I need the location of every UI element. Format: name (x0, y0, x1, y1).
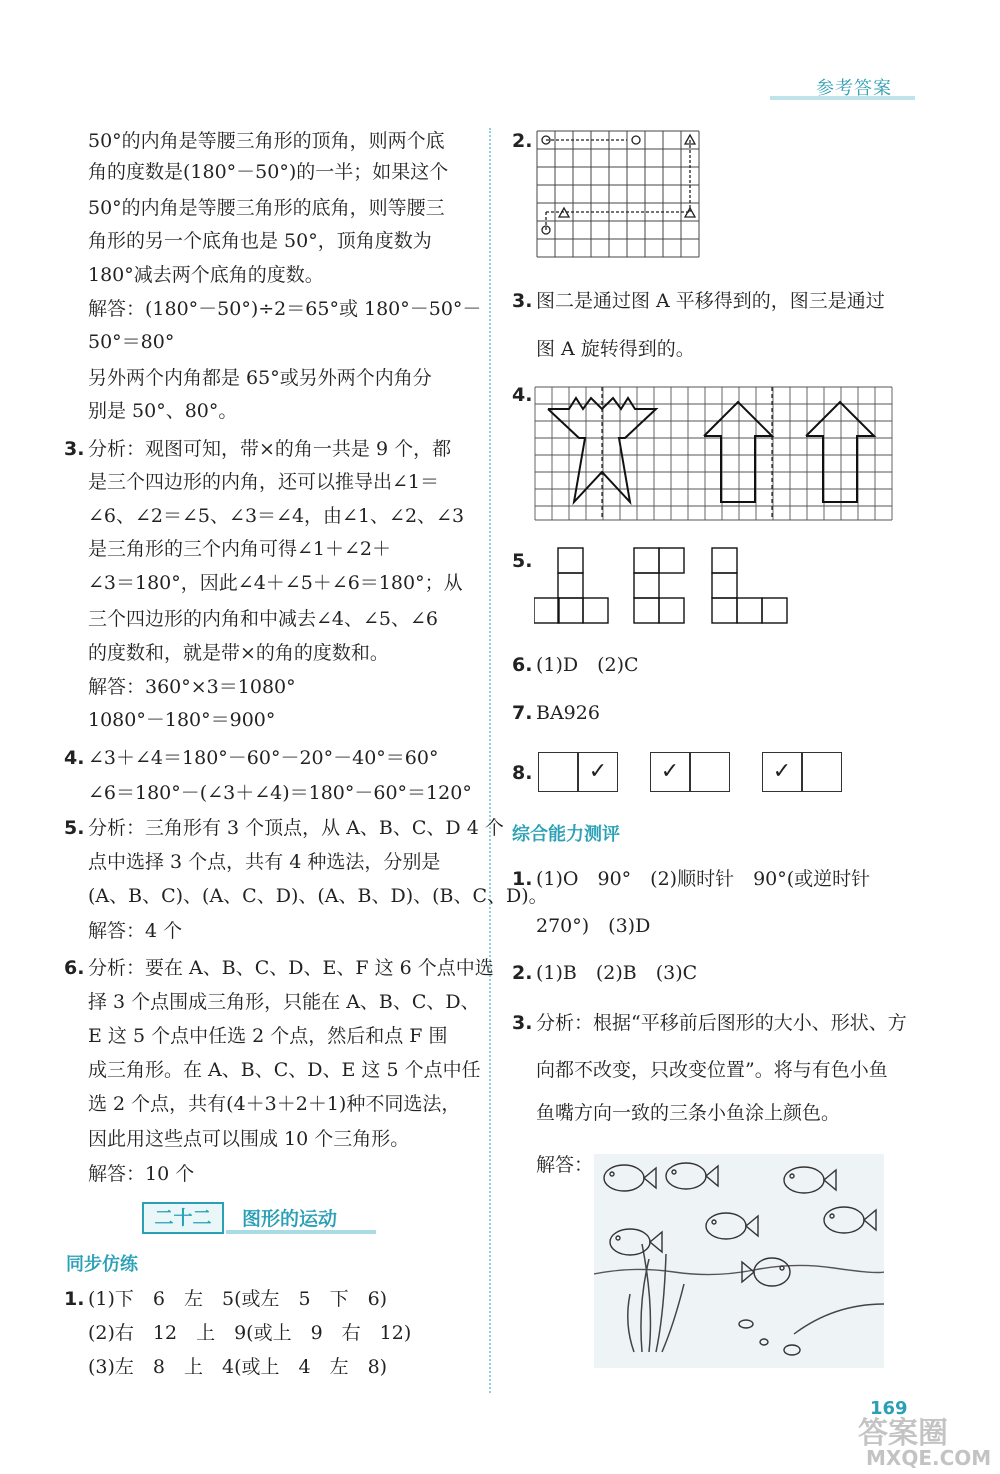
question-number: 7. (512, 702, 533, 724)
question-number: 6. (64, 957, 85, 979)
text-line: (1)O 90° (2)顺时针 90°(或逆时针 (536, 868, 871, 890)
text-line: 解答：10 个 (88, 1163, 195, 1185)
text-line: 是三角形的三个内角可得∠1＋∠2＋ (88, 538, 392, 560)
text-line: 三个四边形的内角和中减去∠4、∠5、∠6 (88, 608, 439, 630)
text-line: 成三角形。在 A、B、C、D、E 这 5 个点中任 (88, 1059, 481, 1081)
fish-illustration (594, 1154, 884, 1368)
section-heading: 综合能力测评 (512, 824, 620, 845)
question-number: 2. (512, 130, 533, 152)
text-line: 分析：根据“平移前后图形的大小、形状、方 (536, 1012, 907, 1034)
text-line: 分析：要在 A、B、C、D、E、F 这 6 个点中选 (88, 957, 494, 979)
chapter-underline (226, 1230, 376, 1234)
question-number: 5. (64, 817, 85, 839)
text-line: (1)B (2)B (3)C (536, 962, 698, 984)
answer-box-checked: ✓ (578, 752, 618, 792)
text-line: E 这 5 个点中任选 2 个点，然后和点 F 围 (88, 1025, 448, 1047)
text-line: 鱼嘴方向一致的三条小鱼涂上颜色。 (536, 1102, 841, 1124)
text-line: 是三个四边形的内角，还可以推导出∠1＝ (88, 471, 440, 493)
text-line: 因此用这些点可以围成 10 个三角形。 (88, 1128, 410, 1150)
text-line: 点中选择 3 个点，共有 4 种选法，分别是 (88, 851, 441, 873)
question-number: 5. (512, 550, 533, 572)
text-line: BA926 (536, 702, 600, 724)
text-line: 另外两个内角都是 65°或另外两个内角分 (88, 367, 432, 389)
answer-box (538, 752, 578, 792)
answer-box-checked: ✓ (762, 752, 802, 792)
chapter-title: 图形的运动 (242, 1208, 338, 1230)
text-line: (3)左 8 上 4(或上 4 左 8) (88, 1356, 388, 1378)
text-line: ∠6、∠2＝∠5、∠3＝∠4，由∠1、∠2、∠3 (88, 505, 465, 527)
text-line: (1)下 6 左 5(或左 5 下 6) (88, 1288, 388, 1310)
answer-label: 解答： (536, 1154, 594, 1176)
text-line: 的度数和，就是带×的角的度数和。 (88, 642, 389, 664)
text-line: 解答：4 个 (88, 920, 183, 942)
text-line: ∠6＝180°－(∠3＋∠4)＝180°－60°＝120° (88, 782, 472, 804)
watermark-url: MXQE.COM (866, 1446, 992, 1470)
answer-box (802, 752, 842, 792)
text-line: ∠3＋∠4＝180°－60°－20°－40°＝60° (88, 747, 439, 769)
page-header (770, 74, 920, 104)
text-line: (2)右 12 上 9(或上 9 右 12) (88, 1322, 412, 1344)
chapter-number: 二十二 (142, 1202, 224, 1234)
text-line: ∠3＝180°，因此∠4＋∠5＋∠6＝180°；从 (88, 572, 463, 594)
text-line: 分析：观图可知，带×的角一共是 9 个，都 (88, 438, 452, 460)
cube-nets-figure (534, 546, 790, 628)
question-number: 3. (512, 290, 533, 312)
question-number: 4. (512, 384, 533, 406)
text-line: 1080°－180°＝900° (88, 709, 276, 731)
text-line: 角形的另一个底角也是 50°，顶角度数为 (88, 230, 432, 252)
question-number: 1. (512, 868, 533, 890)
text-line: (A、B、C)、(A、C、D)、(A、B、D)、(B、C、D)。 (88, 885, 548, 907)
page-number: 169 (870, 1398, 908, 1419)
text-line: 择 3 个点围成三角形，只能在 A、B、C、D、 (88, 991, 480, 1013)
grid-figure-q2 (536, 130, 706, 260)
column-divider (489, 128, 491, 1393)
text-line: 选 2 个点，共有(4＋3＋2＋1)种不同选法， (88, 1093, 461, 1115)
text-line: 图二是通过图 A 平移得到的，图三是通过 (536, 290, 885, 312)
text-line: 270°) (3)D (536, 915, 651, 937)
text-line: 50°＝80° (88, 331, 175, 353)
text-line: 别是 50°、80°。 (88, 400, 238, 422)
text-line: 角的度数是(180°－50°)的一半；如果这个 (88, 161, 449, 183)
answer-box (690, 752, 730, 792)
question-number: 8. (512, 762, 533, 784)
text-line: (1)D (2)C (536, 654, 639, 676)
text-line: 分析：三角形有 3 个顶点，从 A、B、C、D 4 个 (88, 817, 504, 839)
question-number: 4. (64, 747, 85, 769)
question-number: 3. (64, 438, 85, 460)
question-number: 2. (512, 962, 533, 984)
text-line: 向都不改变，只改变位置”。将与有色小鱼 (536, 1059, 888, 1081)
text-line: 50°的内角是等腰三角形的底角，则等腰三 (88, 197, 445, 219)
text-line: 180°减去两个底角的度数。 (88, 264, 324, 286)
chapter-banner (142, 1200, 382, 1236)
question-number: 1. (64, 1288, 85, 1310)
question-number: 3. (512, 1012, 533, 1034)
section-heading: 同步仿练 (66, 1254, 138, 1275)
text-line: 50°的内角是等腰三角形的顶角，则两个底 (88, 130, 445, 152)
text-line: 图 A 旋转得到的。 (536, 338, 695, 360)
answer-box-checked: ✓ (650, 752, 690, 792)
grid-figure-q4 (534, 386, 906, 522)
header-title: 参考答案 (816, 78, 892, 99)
text-line: 解答：360°×3＝1080° (88, 676, 296, 698)
text-line: 解答：(180°－50°)÷2＝65°或 180°－50°－ (88, 298, 482, 320)
question-number: 6. (512, 654, 533, 676)
watermark-text: 答案圈 (858, 1416, 948, 1451)
watermark (858, 1408, 998, 1474)
